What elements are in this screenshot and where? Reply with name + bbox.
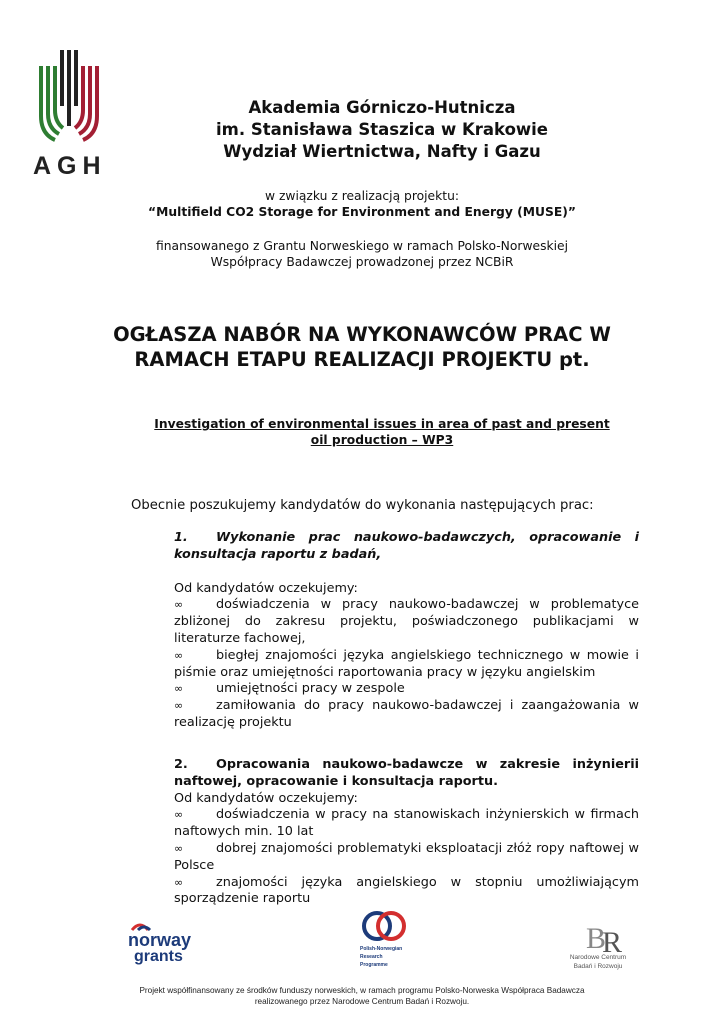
svg-text:B: B xyxy=(586,922,607,955)
infinity-bullet-icon: ∞ xyxy=(174,598,184,612)
section-2 xyxy=(174,757,639,908)
funding-footnote: Projekt współfinansowany ze środków funduszy norweskich, w ramach programu Polsko-Norweska Współpraca Badawcza realizowanego przez Narodowe Centrum Badań i Rozwoju. xyxy=(139,986,585,1006)
list-item: ∞ dobrej znajomości problematyki eksploatacji złóż ropy naftowej w Polsce xyxy=(174,840,639,873)
list-item: ∞ doświadczenia w pracy na stanowiskach inżynierskich w firmach naftowych min. 10 lat xyxy=(174,807,639,840)
funding-line-1: finansowanego z Grantu Norweskiego w ramach Polsko-Norweskiej xyxy=(156,239,568,253)
ncbr-logo xyxy=(572,918,632,956)
svg-text:R: R xyxy=(602,926,623,956)
list-item: ∞ doświadczenia w pracy naukowo-badawczej w problematyce zbliżonej do zakresu projektu, poświadczonego publikacjami w literaturze fachowej, xyxy=(174,597,639,646)
section-1-requirements-title: Od kandydatów oczekujemy: xyxy=(174,580,358,596)
section-2-number: 2. xyxy=(174,757,188,772)
list-item: ∞ znajomości języka angielskiego w stopniu umożliwiającym sporządzenie raportu xyxy=(174,874,639,907)
ncbr-text: Narodowe Centrum Badań i Rozwoju xyxy=(569,954,627,970)
infinity-bullet-icon: ∞ xyxy=(174,648,184,662)
norway-grants-text-1: norway xyxy=(128,930,192,950)
intro-line-1: w związku z realizacją projektu: xyxy=(265,189,459,203)
section-1-number: 1. xyxy=(174,530,188,545)
funding-info xyxy=(100,238,624,270)
section-1 xyxy=(174,530,639,732)
announcement-line-2: RAMACH ETAPU REALIZACJI PROJEKTU pt. xyxy=(134,348,590,371)
infinity-bullet-icon: ∞ xyxy=(174,808,184,822)
list-item: ∞ zamiłowania do pracy naukowo-badawczej i zaangażowania w realizację projektu xyxy=(174,698,639,730)
announcement-line-1: OGŁASZA NABÓR NA WYKONAWCÓW PRAC W xyxy=(113,323,611,346)
agh-logo-text: AGH xyxy=(33,152,107,180)
section-1-heading xyxy=(174,530,639,564)
pnrp-text: Polish-Norwegian Research Programme xyxy=(360,946,403,968)
section-2-requirements-title: Od kandydatów oczekujemy: xyxy=(174,790,358,806)
project-subject xyxy=(130,416,634,448)
section-1-title: Wykonanie prac naukowo-badawczych, opracowanie i konsultacja raportu z badań, xyxy=(174,530,639,562)
project-name: “Multifield CO2 Storage for Environment and Energy (MUSE)” xyxy=(148,205,576,219)
subject-line-1: Investigation of environmental issues in area of past and present xyxy=(154,417,610,431)
pnrp-logo xyxy=(360,910,408,942)
infinity-bullet-icon: ∞ xyxy=(174,875,184,889)
section-2-heading xyxy=(174,757,639,791)
lead-sentence: Obecnie poszukujemy kandydatów do wykonania następujących prac: xyxy=(131,498,594,513)
norway-grants-text-2: grants xyxy=(134,948,183,965)
subject-line-2: oil production – WP3 xyxy=(310,433,454,447)
header-line-2: im. Stanisława Staszica w Krakowie xyxy=(215,120,548,139)
announcement-heading xyxy=(80,322,644,372)
list-item: ∞ umiejętności pracy w zespole xyxy=(174,681,405,697)
institution-header xyxy=(120,97,644,163)
infinity-bullet-icon: ∞ xyxy=(174,682,184,696)
header-line-3: Wydział Wiertnictwa, Nafty i Gazu xyxy=(223,142,541,161)
funding-line-2: Współpracy Badawczej prowadzonej przez NCBiR xyxy=(210,255,514,269)
infinity-bullet-icon: ∞ xyxy=(174,841,184,855)
header-line-1: Akademia Górniczo-Hutnicza xyxy=(248,98,516,117)
infinity-bullet-icon: ∞ xyxy=(174,699,184,713)
section-2-title: Opracowania naukowo-badawcze w zakresie inżynierii naftowej, opracowanie i konsultacja raportu. xyxy=(174,757,639,789)
project-intro xyxy=(100,188,624,220)
list-item: ∞ biegłej znajomości języka angielskiego technicznego w mowie i piśmie oraz umiejętności raportowania pracy w języku angielskim xyxy=(174,647,639,680)
